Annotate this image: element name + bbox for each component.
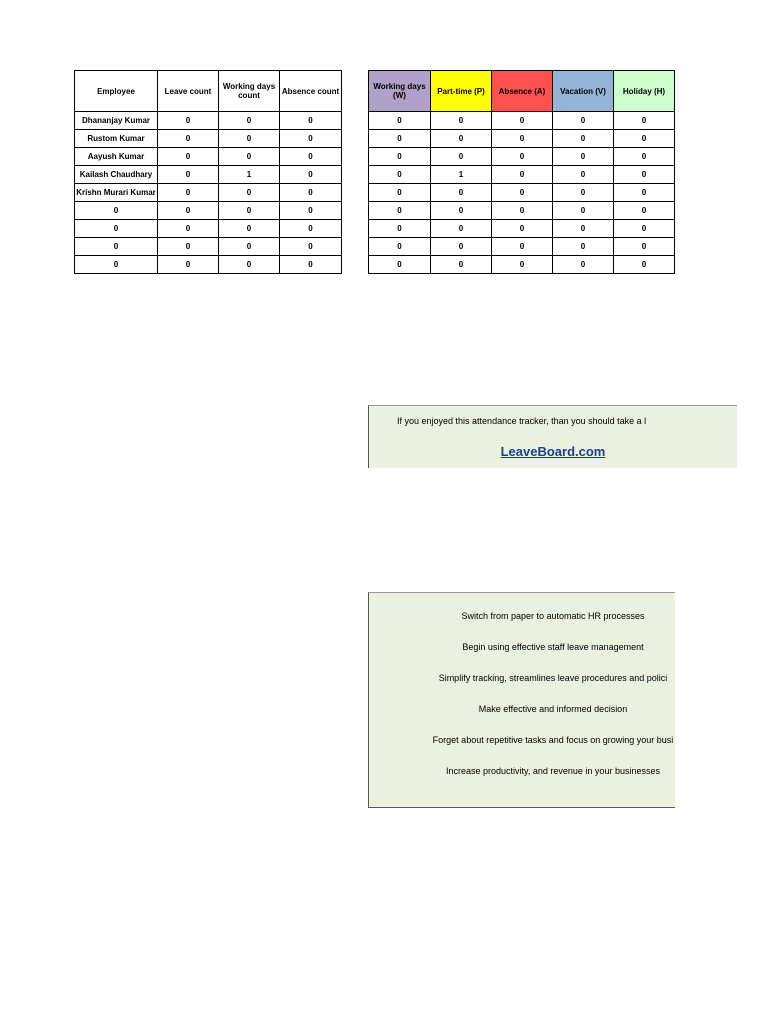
table-cell[interactable]: 0 [280, 184, 342, 202]
table-cell[interactable]: 0 [492, 130, 553, 148]
header-part-time[interactable]: Part-time (P) [431, 71, 492, 112]
table-row [369, 166, 675, 184]
table-cell[interactable]: Krishn Murari Kumar [75, 184, 158, 202]
benefit-item: Increase productivity, and revenue in your businesses [446, 766, 660, 776]
table-cell[interactable]: 0 [492, 202, 553, 220]
table-cell[interactable]: 0 [553, 148, 614, 166]
header-holiday[interactable]: Holiday (H) [614, 71, 675, 112]
table-cell[interactable]: 0 [158, 184, 219, 202]
table-row [369, 148, 675, 166]
table-cell[interactable]: 0 [369, 166, 431, 184]
table-cell[interactable]: 0 [369, 184, 431, 202]
table-cell[interactable]: 0 [431, 148, 492, 166]
table-cell[interactable]: 0 [158, 202, 219, 220]
header-working-days-count[interactable]: Working days count [219, 71, 280, 112]
table-cell[interactable]: 0 [614, 112, 675, 130]
table-cell[interactable]: 0 [553, 256, 614, 274]
table-row [369, 112, 675, 130]
table-cell[interactable]: 0 [280, 130, 342, 148]
table-cell[interactable]: 0 [369, 220, 431, 238]
table-cell[interactable]: 0 [219, 184, 280, 202]
table-cell[interactable]: 0 [158, 148, 219, 166]
table-cell[interactable]: 0 [553, 184, 614, 202]
legend-header-row [369, 71, 675, 112]
leaveboard-link[interactable]: LeaveBoard.com [500, 444, 606, 459]
table-cell[interactable]: 0 [158, 256, 219, 274]
table-cell[interactable]: 0 [553, 238, 614, 256]
table-cell[interactable]: Dhananjay Kumar [75, 112, 158, 130]
table-cell[interactable]: 0 [369, 148, 431, 166]
employee-summary-table [74, 70, 342, 274]
table-cell[interactable]: Aayush Kumar [75, 148, 158, 166]
table-cell[interactable]: 0 [431, 202, 492, 220]
table-cell[interactable]: 0 [280, 166, 342, 184]
table-cell[interactable]: 0 [158, 220, 219, 238]
table-cell[interactable]: 0 [614, 166, 675, 184]
table-cell[interactable]: 0 [614, 148, 675, 166]
table-row [75, 184, 342, 202]
table-cell[interactable]: 0 [280, 148, 342, 166]
table-cell[interactable]: 0 [280, 112, 342, 130]
table-cell[interactable]: 0 [219, 112, 280, 130]
table-cell[interactable]: 0 [431, 238, 492, 256]
table-cell[interactable]: 0 [219, 256, 280, 274]
table-cell[interactable]: 0 [369, 202, 431, 220]
table-cell[interactable]: 0 [492, 184, 553, 202]
benefit-item: Simplify tracking, streamlines leave procedures and polici [438, 673, 668, 683]
table-row [75, 148, 342, 166]
benefit-item: Switch from paper to automatic HR processes [461, 611, 645, 621]
table-cell[interactable]: Kailash Chaudhary [75, 166, 158, 184]
header-employee[interactable]: Employee [75, 71, 158, 112]
table-cell[interactable]: 0 [492, 220, 553, 238]
table-cell[interactable]: 0 [369, 130, 431, 148]
table-cell[interactable]: 0 [553, 166, 614, 184]
table-cell[interactable]: 0 [431, 130, 492, 148]
table-cell[interactable]: 0 [219, 220, 280, 238]
promo-text: If you enjoyed this attendance tracker, than you should take a l [397, 416, 647, 426]
table-cell[interactable]: 0 [280, 220, 342, 238]
benefit-item: Begin using effective staff leave management [462, 642, 644, 652]
table-row [75, 166, 342, 184]
table-row [369, 238, 675, 256]
table-cell[interactable]: 0 [219, 148, 280, 166]
table-cell[interactable]: 0 [553, 220, 614, 238]
table-cell[interactable]: 0 [492, 166, 553, 184]
table-cell[interactable]: 0 [158, 130, 219, 148]
benefits-box [368, 592, 675, 808]
table-cell[interactable]: 0 [614, 202, 675, 220]
table-cell[interactable]: 0 [553, 112, 614, 130]
benefit-item: Forget about repetitive tasks and focus on growing your busi [432, 735, 674, 745]
table-row [369, 184, 675, 202]
table-cell[interactable]: 0 [280, 256, 342, 274]
header-leave-count[interactable]: Leave count [158, 71, 219, 112]
table-cell[interactable]: 0 [614, 238, 675, 256]
table-cell[interactable]: 0 [219, 202, 280, 220]
table-cell[interactable]: 0 [75, 238, 158, 256]
table-row [369, 130, 675, 148]
table-cell[interactable]: Rustom Kumar [75, 130, 158, 148]
table-cell[interactable]: 0 [369, 112, 431, 130]
table-cell[interactable]: 0 [492, 256, 553, 274]
table-row [75, 220, 342, 238]
table-cell[interactable]: 0 [492, 238, 553, 256]
header-working-days[interactable]: Working days (W) [369, 71, 431, 112]
table-cell[interactable]: 0 [280, 238, 342, 256]
table-row [75, 202, 342, 220]
table-cell[interactable]: 0 [431, 184, 492, 202]
table-cell[interactable]: 0 [614, 184, 675, 202]
promo-banner [368, 405, 737, 468]
benefit-item: Make effective and informed decision [478, 704, 628, 714]
table-cell[interactable]: 0 [431, 256, 492, 274]
table-cell[interactable]: 0 [614, 220, 675, 238]
table-cell[interactable]: 0 [280, 202, 342, 220]
table-cell[interactable]: 0 [219, 130, 280, 148]
table-cell[interactable]: 0 [158, 112, 219, 130]
table-cell[interactable]: 0 [75, 220, 158, 238]
header-absence[interactable]: Absence (A) [492, 71, 553, 112]
table-cell[interactable]: 0 [75, 256, 158, 274]
leave-type-table [368, 70, 675, 274]
table-cell[interactable]: 0 [158, 166, 219, 184]
table-cell[interactable]: 0 [614, 130, 675, 148]
table-cell[interactable]: 0 [553, 202, 614, 220]
table-row [75, 112, 342, 130]
table-row [369, 220, 675, 238]
header-vacation[interactable]: Vacation (V) [553, 71, 614, 112]
table-row [75, 256, 342, 274]
table-cell[interactable]: 0 [158, 238, 219, 256]
table-cell[interactable]: 0 [492, 148, 553, 166]
table-row [369, 256, 675, 274]
table-cell[interactable]: 0 [431, 220, 492, 238]
table-row [369, 202, 675, 220]
table-row [75, 130, 342, 148]
table-cell[interactable]: 0 [369, 256, 431, 274]
table-cell[interactable]: 1 [431, 166, 492, 184]
table-cell[interactable]: 0 [219, 238, 280, 256]
table-cell[interactable]: 0 [431, 112, 492, 130]
table-cell[interactable]: 0 [553, 130, 614, 148]
table-cell[interactable]: 0 [369, 238, 431, 256]
table-cell[interactable]: 0 [75, 202, 158, 220]
table-row [75, 238, 342, 256]
summary-header-row [75, 71, 342, 112]
table-cell[interactable]: 0 [492, 112, 553, 130]
table-cell[interactable]: 0 [614, 256, 675, 274]
table-cell[interactable]: 1 [219, 166, 280, 184]
header-absence-count[interactable]: Absence count [280, 71, 342, 112]
